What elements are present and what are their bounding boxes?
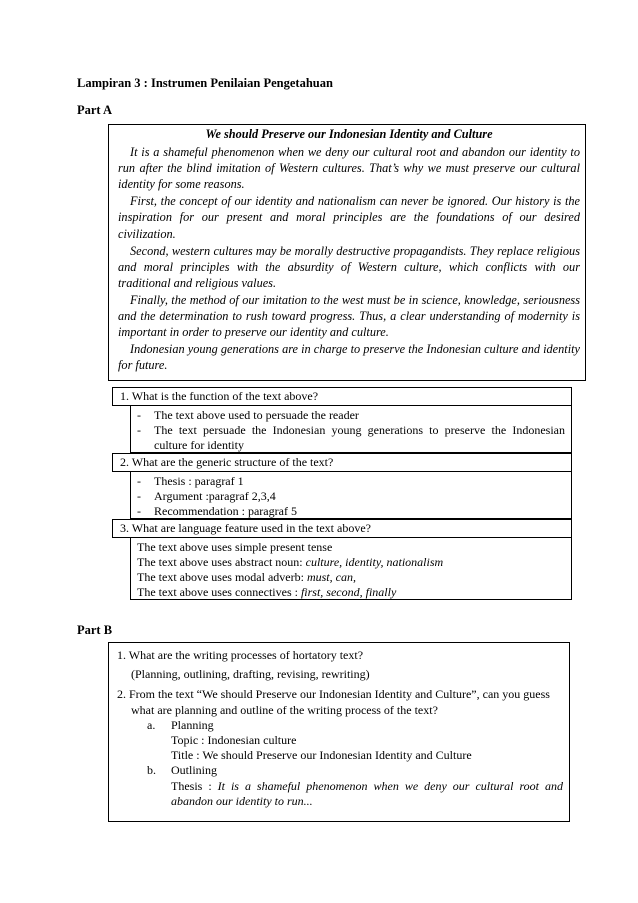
essay-title: We should Preserve our Indonesian Identity and Culture <box>205 127 493 141</box>
lampiran-heading: Lampiran 3 : Instrumen Penilaian Pengetahuan <box>77 76 333 90</box>
answer-list <box>137 474 565 519</box>
question-2 <box>112 453 572 472</box>
answer-item: - Thesis : paragraf 1 <box>137 474 244 488</box>
item-label: Outlining <box>171 763 218 778</box>
answer-list <box>137 408 565 453</box>
essay-paragraph: It is a shameful phenomenon when we deny our cultural root and abandon our identity to run after the blind imitation of Western cultures. That’s why we must preserve our cultural identity for some reasons. <box>118 145 580 192</box>
outlining-thesis: Thesis : It is a shameful phenomenon when we deny our cultural root and abandon our identity to run... <box>171 778 563 808</box>
part-b-heading: Part B <box>77 623 113 637</box>
part-b-question-2: 2. From the text “We should Preserve our Indonesian Identity and Culture”, can you guess what are planning and outline of the writing process of the text? <box>117 687 550 717</box>
planning-item <box>147 718 563 733</box>
planning-topic: Topic : Indonesian culture <box>171 733 297 748</box>
question-1 <box>112 387 572 406</box>
outlining-item <box>147 763 563 778</box>
answer-line: The text above uses connectives : first, second, finally <box>137 585 397 599</box>
planning-title: Title : We should Preserve our Indonesian Identity and Culture <box>171 748 472 763</box>
answer-line: The text above uses simple present tense <box>137 540 333 554</box>
question-3 <box>112 519 572 538</box>
answer-item: - Argument :paragraf 2,3,4 <box>137 489 276 503</box>
essay-box <box>108 124 586 381</box>
essay-paragraph: Second, western cultures may be morally destructive propagandists. They replace religious and moral principles with the absurdity of Western culture, which conflicts with our traditional and religious values. <box>118 243 580 290</box>
answer-item: - The text persuade the Indonesian young generations to preserve the Indonesian culture for identity <box>137 423 565 452</box>
essay-paragraph: First, the concept of our identity and nationalism can never be ignored. Our history is the inspiration for our present and moral principles are the foundations of our desired civilization. <box>118 194 580 241</box>
answer-2 <box>130 471 572 519</box>
part-a-heading: Part A <box>77 103 113 117</box>
part-b-answer-1: (Planning, outlining, drafting, revising, rewriting) <box>131 667 370 682</box>
question-text: 2. What are the generic structure of the text? <box>120 455 334 469</box>
answer-line: The text above uses modal adverb: must, can, <box>137 570 356 584</box>
essay-paragraph: Finally, the method of our imitation to the west must be in science, knowledge, seriousness and the determination to rush toward progress. Thus, a clear understanding of modernity is important in order to preserve our identity and culture. <box>118 292 580 340</box>
answer-3 <box>130 537 572 600</box>
answer-item: - The text above used to persuade the reader <box>137 408 359 422</box>
item-label: Planning <box>171 717 214 732</box>
essay-paragraph: Indonesian young generations are in charge to preserve the Indonesian culture and identity for future. <box>118 342 580 373</box>
answer-1 <box>130 405 572 453</box>
question-text: 1. What is the function of the text above? <box>120 389 319 403</box>
answer-line: The text above uses abstract noun: culture, identity, nationalism <box>137 555 444 569</box>
part-b-box <box>108 642 570 822</box>
part-b-question-1: 1. What are the writing processes of hortatory text? <box>117 648 364 662</box>
item-letter: b. <box>147 763 156 778</box>
answer-item: - Recommendation : paragraf 5 <box>137 504 297 518</box>
question-text: 3. What are language feature used in the text above? <box>120 521 371 535</box>
item-letter: a. <box>147 717 156 732</box>
